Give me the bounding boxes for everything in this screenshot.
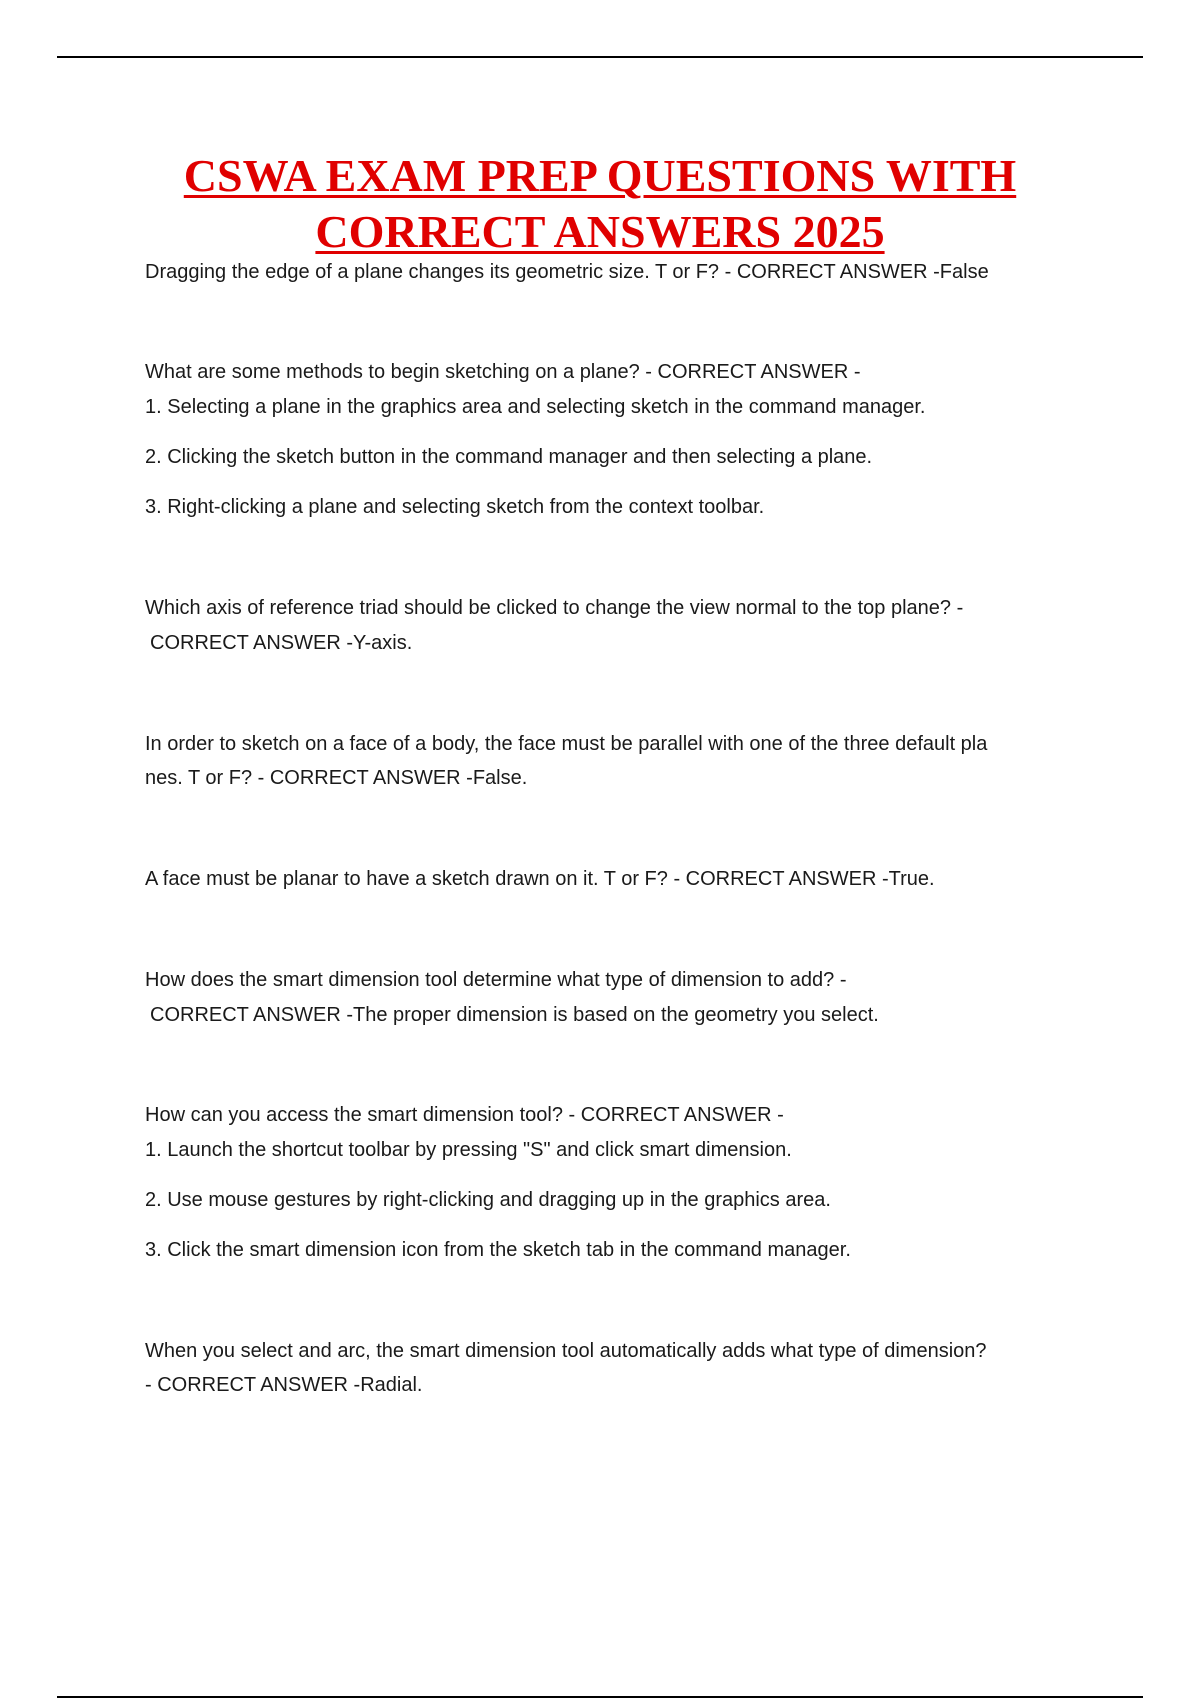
- qa-7-item-1: 1. Launch the shortcut toolbar by pressing "S" and click smart dimension.: [145, 1139, 792, 1161]
- qa-1-question: Dragging the edge of a plane changes its geometric size. T or F? - CORRECT ANSWER -False: [145, 261, 989, 283]
- qa-7-item-2: 2. Use mouse gestures by right-clicking and dragging up in the graphics area.: [145, 1189, 831, 1211]
- qa-2-item-3: 3. Right-clicking a plane and selecting sketch from the context toolbar.: [145, 496, 765, 518]
- qa-6-answer: CORRECT ANSWER -The proper dimension is based on the geometry you select.: [150, 1004, 879, 1026]
- qa-8-question: When you select and arc, the smart dimension tool automatically adds what type of dimension?: [145, 1340, 987, 1362]
- qa-3-question: Which axis of reference triad should be clicked to change the view normal to the top plane? -: [145, 597, 964, 619]
- top-rule: [57, 56, 1143, 58]
- qa-4-question: In order to sketch on a face of a body, the face must be parallel with one of the three default pla: [145, 733, 988, 755]
- title-line-1: CSWA EXAM PREP QUESTIONS WITH: [183, 150, 1017, 201]
- qa-2-item-1: 1. Selecting a plane in the graphics area and selecting sketch in the command manager.: [145, 396, 926, 418]
- qa-7-question: How can you access the smart dimension tool? - CORRECT ANSWER -: [145, 1104, 784, 1126]
- qa-2-question: What are some methods to begin sketching on a plane? - CORRECT ANSWER -: [145, 361, 861, 383]
- qa-4-answer: nes. T or F? - CORRECT ANSWER -False.: [145, 767, 528, 789]
- qa-8-answer: - CORRECT ANSWER -Radial.: [145, 1374, 423, 1396]
- title-line-2: CORRECT ANSWERS 2025: [315, 206, 885, 257]
- qa-7-item-3: 3. Click the smart dimension icon from the sketch tab in the command manager.: [145, 1239, 851, 1261]
- qa-3-answer: CORRECT ANSWER -Y-axis.: [150, 632, 413, 654]
- qa-6-question: How does the smart dimension tool determine what type of dimension to add? -: [145, 969, 847, 991]
- qa-2-item-2: 2. Clicking the sketch button in the command manager and then selecting a plane.: [145, 446, 873, 468]
- qa-5-question: A face must be planar to have a sketch drawn on it. T or F? - CORRECT ANSWER -True.: [145, 868, 935, 890]
- document-title: [0, 148, 1200, 260]
- bottom-rule: [57, 1696, 1143, 1698]
